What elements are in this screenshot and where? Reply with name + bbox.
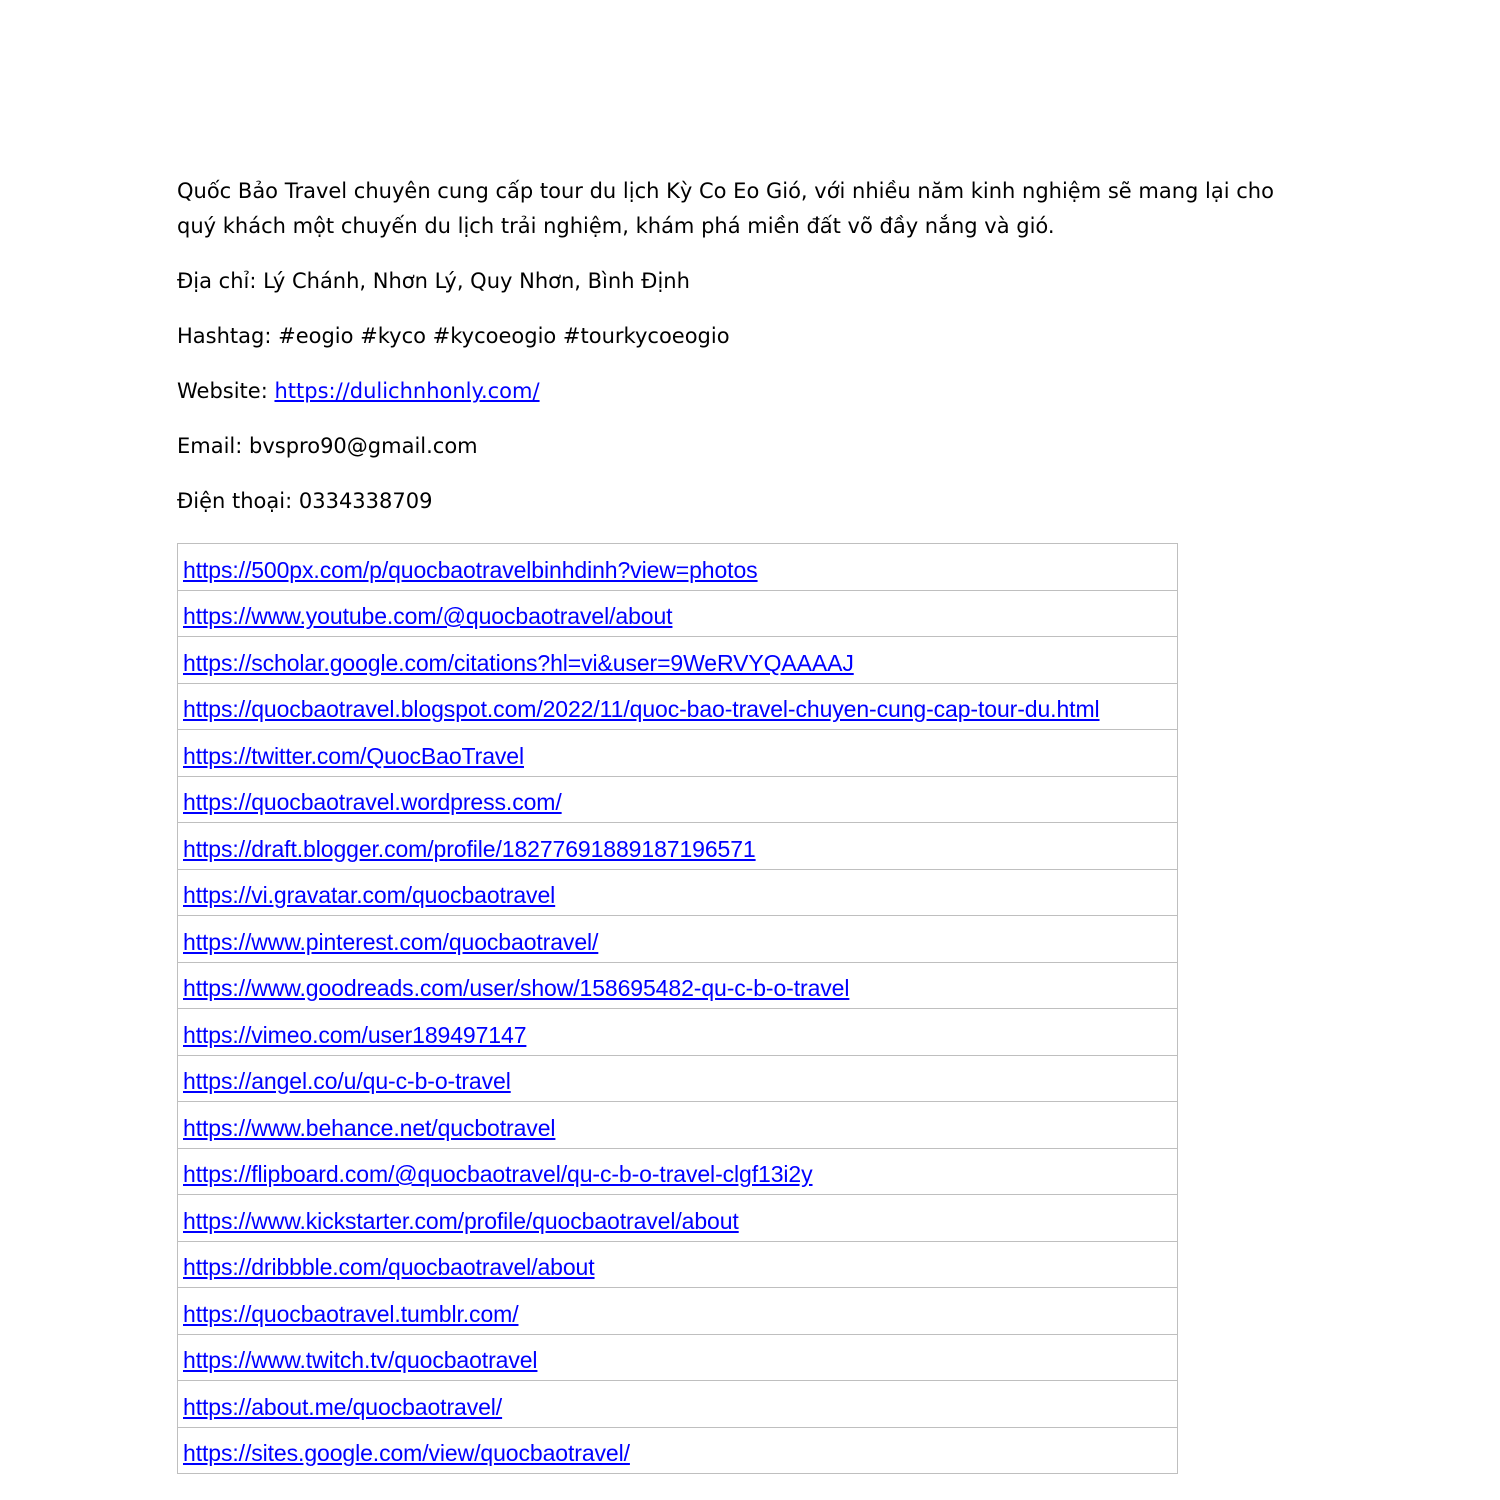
table-cell: [178, 1102, 1178, 1149]
table-row: [178, 544, 1178, 591]
table-row: [178, 962, 1178, 1009]
links-table-body: [178, 544, 1178, 1474]
table-row: [178, 1288, 1178, 1335]
table-row: [178, 916, 1178, 963]
link-item[interactable]: https://scholar.google.com/citations?hl=vi&user=9WeRVYQAAAAJ: [183, 649, 854, 676]
table-row: [178, 1241, 1178, 1288]
links-table: [177, 543, 1178, 1474]
link-item[interactable]: https://flipboard.com/@quocbaotravel/qu-c-b-o-travel-clgf13i2y: [183, 1161, 813, 1187]
link-item[interactable]: https://www.twitch.tv/quocbaotravel: [183, 1347, 538, 1373]
link-item[interactable]: https://about.me/quocbaotravel/: [183, 1393, 503, 1420]
table-cell: [178, 916, 1178, 963]
table-cell: [178, 1241, 1178, 1288]
table-cell: [178, 1148, 1178, 1195]
link-item[interactable]: https://draft.blogger.com/profile/18277691889187196571: [183, 835, 756, 862]
table-cell: [178, 1195, 1178, 1242]
table-row: [178, 1427, 1178, 1474]
link-item[interactable]: https://quocbaotravel.blogspot.com/2022/11/quoc-bao-travel-chuyen-cung-cap-tour-du.html: [183, 696, 1100, 722]
website-label: Website:: [177, 379, 275, 403]
link-item[interactable]: https://vimeo.com/user189497147: [183, 1021, 527, 1048]
table-row: [178, 776, 1178, 823]
link-item[interactable]: https://www.pinterest.com/quocbaotravel/: [183, 928, 599, 955]
link-item[interactable]: https://angel.co/u/qu-c-b-o-travel: [183, 1068, 511, 1094]
table-row: [178, 590, 1178, 637]
link-item[interactable]: https://sites.google.com/view/quocbaotravel/: [183, 1440, 630, 1466]
link-item[interactable]: https://www.youtube.com/@quocbaotravel/about: [183, 603, 673, 629]
table-row: [178, 1195, 1178, 1242]
table-cell: [178, 1427, 1178, 1474]
table-row: [178, 1334, 1178, 1381]
link-item[interactable]: https://www.goodreads.com/user/show/158695482-qu-c-b-o-travel: [183, 975, 850, 1001]
table-cell: [178, 776, 1178, 823]
table-row: [178, 730, 1178, 777]
table-cell: [178, 823, 1178, 870]
table-row: [178, 683, 1178, 730]
table-row: [178, 869, 1178, 916]
table-row: [178, 637, 1178, 684]
link-item[interactable]: https://twitter.com/QuocBaoTravel: [183, 742, 524, 769]
link-item[interactable]: https://dribbble.com/quocbaotravel/about: [183, 1254, 595, 1280]
table-row: [178, 1102, 1178, 1149]
table-cell: [178, 1381, 1178, 1428]
table-cell: [178, 1009, 1178, 1056]
phone-line: Điện thoại: 0334338709: [177, 489, 433, 513]
hashtag-line: Hashtag: #eogio #kyco #kycoeogio #tourkycoeogio: [177, 324, 730, 348]
email-line: Email: bvspro90@gmail.com: [177, 434, 478, 458]
link-item[interactable]: https://quocbaotravel.tumblr.com/: [183, 1300, 519, 1327]
website-link[interactable]: https://dulichnhonly.com/: [274, 379, 540, 403]
address-line: Địa chỉ: Lý Chánh, Nhơn Lý, Quy Nhơn, Bình Định: [177, 269, 690, 293]
table-cell: [178, 590, 1178, 637]
table-cell: [178, 1288, 1178, 1335]
table-cell: [178, 869, 1178, 916]
table-row: [178, 1009, 1178, 1056]
table-row: [178, 1148, 1178, 1195]
table-cell: [178, 962, 1178, 1009]
intro-paragraph: Quốc Bảo Travel chuyên cung cấp tour du lịch Kỳ Co Eo Gió, với nhiều năm kinh nghiệm sẽ mang lại cho quý khách một chuyến du lịch trải nghiệm, khám phá miền đất võ đầy nắng và gió.: [177, 179, 1274, 238]
link-item[interactable]: https://www.kickstarter.com/profile/quocbaotravel/about: [183, 1207, 739, 1234]
table-cell: [178, 544, 1178, 591]
table-cell: [178, 637, 1178, 684]
table-row: [178, 1055, 1178, 1102]
website-line: [177, 374, 1327, 409]
table-row: [178, 823, 1178, 870]
link-item[interactable]: https://vi.gravatar.com/quocbaotravel: [183, 882, 556, 908]
document-body: [177, 174, 1327, 519]
link-item[interactable]: https://quocbaotravel.wordpress.com/: [183, 789, 562, 815]
table-cell: [178, 1055, 1178, 1102]
link-item[interactable]: https://www.behance.net/qucbotravel: [183, 1114, 556, 1141]
table-cell: [178, 730, 1178, 777]
link-item[interactable]: https://500px.com/p/quocbaotravelbinhdinh?view=photos: [183, 556, 758, 583]
table-cell: [178, 683, 1178, 730]
table-row: [178, 1381, 1178, 1428]
table-cell: [178, 1334, 1178, 1381]
